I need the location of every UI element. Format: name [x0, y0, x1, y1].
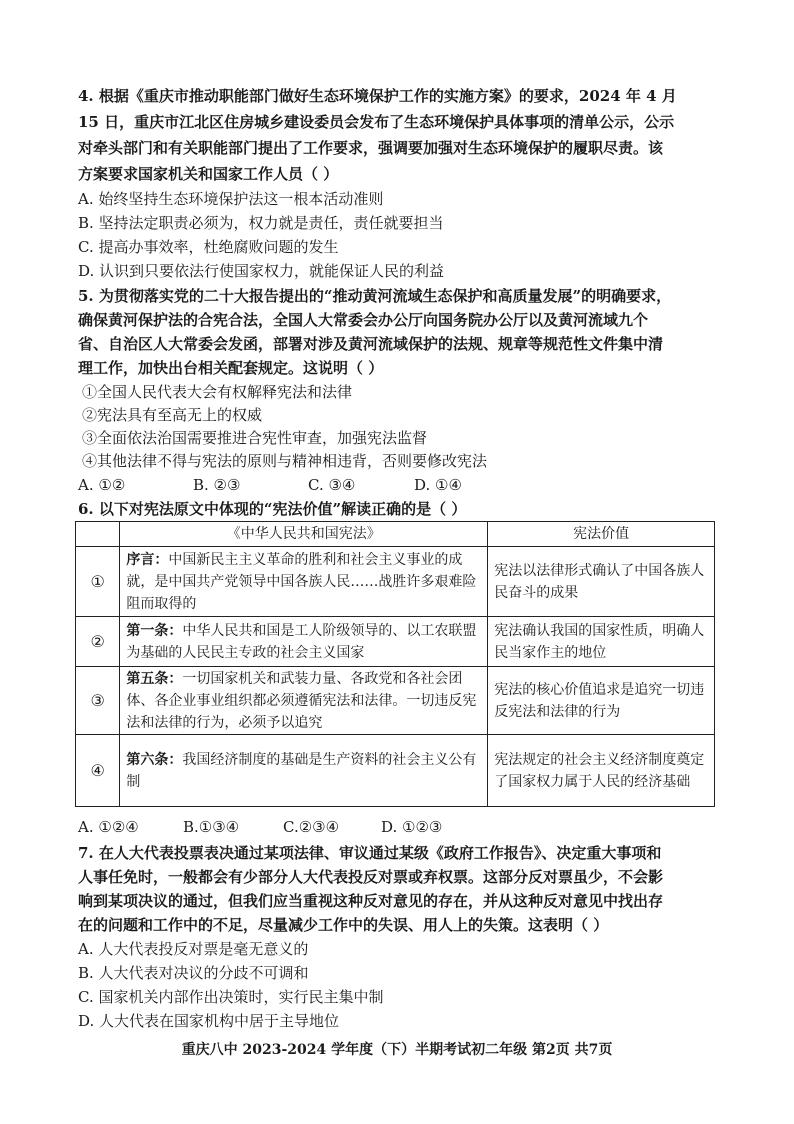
- q7-stem-line: 响到某项决议的通过，但我们应当重视这种反对意见的存在，并从这种反对意见中找出存: [78, 892, 664, 910]
- row-text: [120, 547, 488, 617]
- row-number: ④: [76, 735, 120, 807]
- row-number: ②: [76, 617, 120, 667]
- q5-item-3: ③全面依法治国需要推进合宪性审查，加强宪法监督: [82, 429, 428, 447]
- table-row: [76, 735, 715, 807]
- row-value: 宪法的核心价值追求是追究一切违反宪法和法律的行为: [488, 667, 715, 735]
- table-header-text: 《中华人民共和国宪法》: [120, 522, 488, 547]
- table-row: [76, 547, 715, 617]
- q5-option-b: B. ②③: [193, 476, 241, 494]
- q5-option-a: A. ①②: [78, 476, 126, 494]
- q5-stem-line: 理工作，加快出台相关配套规定。这说明（ ）: [78, 359, 384, 377]
- page-footer: 重庆八中 2023-2024 学年度（下）半期考试初二年级 第2页 共7页: [181, 1042, 613, 1058]
- q7-option-d: D. 人大代表在国家机构中居于主导地位: [78, 1012, 340, 1030]
- q4-stem-line: 4. 根据《重庆市推动职能部门做好生态环境保护工作的实施方案》的要求，2024 年 4 月: [78, 87, 677, 105]
- row-number: ①: [76, 547, 120, 617]
- q4-option-b: B. 坚持法定职责必须为，权力就是责任，责任就要担当: [78, 214, 444, 232]
- constitution-value-table: [75, 521, 715, 807]
- q5-option-d: D. ①④: [414, 476, 462, 494]
- q7-stem-line: 7. 在人大代表投票表决通过某项法律、审议通过某级《政府工作报告》、决定重大事项和: [78, 844, 662, 862]
- row-value: 宪法确认我国的国家性质，明确人民当家作主的地位: [488, 617, 715, 667]
- q5-item-4: ④其他法律不得与宪法的原则与精神相违背，否则要修改宪法: [82, 452, 488, 470]
- q7-option-b: B. 人大代表对决议的分歧不可调和: [78, 964, 309, 982]
- q4-stem-line: 方案要求国家机关和国家工作人员（ ）: [78, 165, 339, 183]
- q6-option-d: D. ①②③: [381, 818, 443, 836]
- row-label: 序言：: [126, 551, 169, 568]
- row-content: 中华人民共和国是工人阶级领导的、以工农联盟为基础的人民民主专政的社会主义国家: [126, 622, 477, 661]
- row-content: 一切国家机关和武装力量、各政党和各社会团体、各企业事业组织都必须遵循宪法和法律。一切违反宪法和法律的行为，必须予以追究: [126, 670, 477, 731]
- q6-option-c: C.②③④: [283, 818, 340, 836]
- row-text: [120, 735, 488, 807]
- q7-stem-line: 人事任免时，一般都会有少部分人大代表投反对票或弃权票。这部分反对票虽少，不会影: [78, 868, 664, 886]
- q6-option-b: B.①③④: [183, 818, 240, 836]
- row-text: [120, 617, 488, 667]
- table-row: [76, 617, 715, 667]
- row-value: 宪法以法律形式确认了中国各族人民奋斗的成果: [488, 547, 715, 617]
- row-label: 第五条：: [126, 670, 183, 687]
- q7-option-a: A. 人大代表投反对票是毫无意义的: [78, 940, 309, 958]
- row-content: 中国新民主主义革命的胜利和社会主义事业的成就，是中国共产党领导中国各族人民……战胜许多艰难险阻而取得的: [126, 551, 477, 612]
- q4-stem-line: 对牵头部门和有关职能部门提出了工作要求，强调要加强对生态环境保护的履职尽责。该: [78, 139, 664, 157]
- row-number: ③: [76, 667, 120, 735]
- q7-option-c: C. 国家机关内部作出决策时，实行民主集中制: [78, 988, 384, 1006]
- q4-option-a: A. 始终坚持生态环境保护法这一根本活动准则: [78, 190, 384, 208]
- q6-stem: 6. 以下对宪法原文中体现的“宪法价值”解读正确的是（ ）: [78, 500, 467, 518]
- row-label: 第一条：: [126, 622, 183, 639]
- q5-item-1: ①全国人民代表大会有权解释宪法和法律: [82, 383, 353, 401]
- q5-stem-line: 确保黄河保护法的合宪合法，全国人大常委会办公厅向国务院办公厅以及黄河流域九个: [78, 311, 649, 329]
- row-value: 宪法规定的社会主义经济制度奠定了国家权力属于人民的经济基础: [488, 735, 715, 807]
- q5-stem-line: 省、自治区人大常委会发函，部署对涉及黄河流域保护的法规、规章等规范性文件集中清: [78, 335, 664, 353]
- q4-stem-line: 15 日，重庆市江北区住房城乡建设委员会发布了生态环境保护具体事项的清单公示，公示: [78, 113, 675, 131]
- table-header-row: [76, 522, 715, 547]
- q6-option-a: A. ①②④: [78, 818, 139, 836]
- q4-option-d: D. 认识到只要依法行使国家权力，就能保证人民的利益: [78, 262, 445, 280]
- table-header-value: 宪法价值: [488, 522, 715, 547]
- q5-option-c: C. ③④: [308, 476, 356, 494]
- row-text: [120, 667, 488, 735]
- q5-stem-line: 5. 为贯彻落实党的二十大报告提出的“推动黄河流域生态保护和高质量发展”的明确要求，: [78, 287, 672, 305]
- table-row: [76, 667, 715, 735]
- row-content: 我国经济制度的基础是生产资料的社会主义公有制: [126, 751, 477, 790]
- q4-option-c: C. 提高办事效率，杜绝腐败问题的发生: [78, 238, 339, 256]
- table-header-blank: [76, 522, 120, 547]
- q7-stem-line: 在的问题和工作中的不足，尽量减少工作中的失误、用人上的失策。这表明（ ）: [78, 916, 609, 934]
- q5-item-2: ②宪法具有至高无上的权威: [82, 406, 263, 424]
- row-label: 第六条：: [126, 751, 183, 768]
